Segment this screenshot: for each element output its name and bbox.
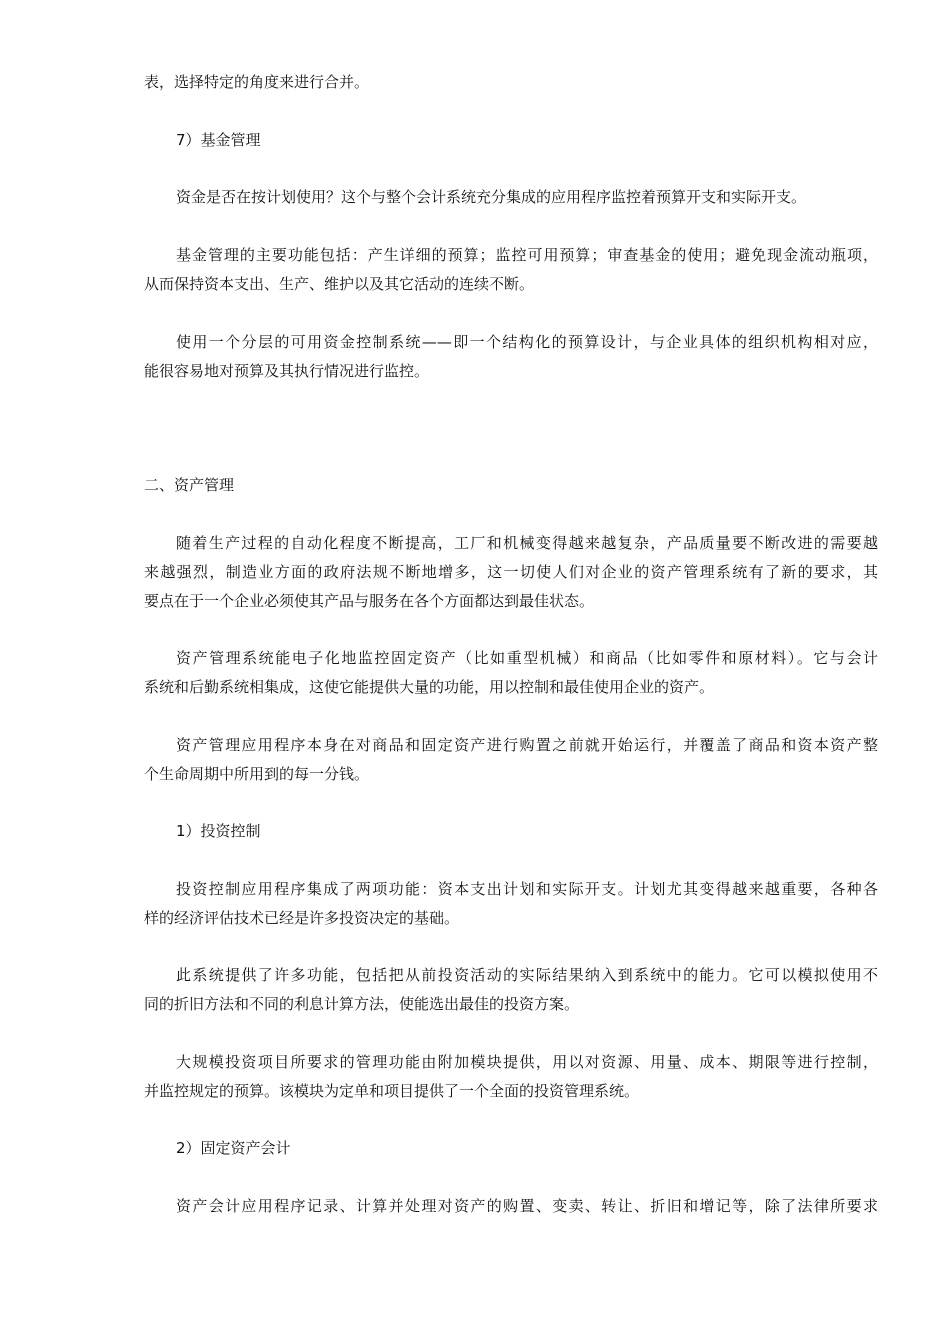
paragraph-line: 随着生产过程的自动化程度不断提高，工厂和机械变得越来越复杂，产品质量要不断改进的需要越 <box>176 534 878 552</box>
subheading-fixed-asset-accounting: 2）固定资产会计 <box>176 1139 291 1157</box>
paragraph-line: 从而保持资本支出、生产、维护以及其它活动的连续不断。 <box>144 275 535 293</box>
paragraph-continuation-line: 表，选择特定的角度来进行合并。 <box>144 73 370 91</box>
paragraph-line: 资产会计应用程序记录、计算并处理对资产的购置、变卖、转让、折旧和增记等，除了法律所要求 <box>176 1197 878 1215</box>
paragraph-line: 能很容易地对预算及其执行情况进行监控。 <box>144 362 430 380</box>
paragraph-line: 基金管理的主要功能包括：产生详细的预算；监控可用预算；审查基金的使用；避免现金流动瓶项， <box>176 246 878 264</box>
paragraph-line: 系统和后勤系统相集成，这使它能提供大量的功能，用以控制和最佳使用企业的资产。 <box>144 678 715 696</box>
paragraph-line: 要点在于一个企业必须使其产品与服务在各个方面都达到最佳状态。 <box>144 592 595 610</box>
subheading-investment-control: 1）投资控制 <box>176 822 261 840</box>
subheading-fund-management: 7）基金管理 <box>176 131 261 149</box>
section-heading-asset-management: 二、资产管理 <box>144 476 235 494</box>
paragraph-line: 资金是否在按计划使用？这个与整个会计系统充分集成的应用程序监控着预算开支和实际开支。 <box>176 188 807 206</box>
paragraph-line: 资产管理应用程序本身在对商品和固定资产进行购置之前就开始运行，并覆盖了商品和资本资产整 <box>176 736 878 754</box>
paragraph-line: 并监控规定的预算。该模块为定单和项目提供了一个全面的投资管理系统。 <box>144 1082 640 1100</box>
paragraph-line: 大规模投资项目所要求的管理功能由附加模块提供，用以对资源、用量、成本、期限等进行控制， <box>176 1053 878 1071</box>
paragraph-line: 投资控制应用程序集成了两项功能：资本支出计划和实际开支。计划尤其变得越来越重要，各种各 <box>176 880 878 898</box>
paragraph-line: 个生命周期中所用到的每一分钱。 <box>144 765 370 783</box>
paragraph-line: 来越强烈，制造业方面的政府法规不断地增多，这一切使人们对企业的资产管理系统有了新的要求，其 <box>144 563 878 581</box>
paragraph-line: 使用一个分层的可用资金控制系统——即一个结构化的预算设计，与企业具体的组织机构相对应， <box>176 333 878 351</box>
paragraph-line: 此系统提供了许多功能，包括把从前投资活动的实际结果纳入到系统中的能力。它可以模拟使用不 <box>176 966 878 984</box>
paragraph-line: 资产管理系统能电子化地监控固定资产（比如重型机械）和商品（比如零件和原材料）。它与会计 <box>176 649 878 667</box>
paragraph-line: 同的折旧方法和不同的利息计算方法，使能选出最佳的投资方案。 <box>144 995 580 1013</box>
paragraph-line: 样的经济评估技术已经是许多投资决定的基础。 <box>144 909 460 927</box>
